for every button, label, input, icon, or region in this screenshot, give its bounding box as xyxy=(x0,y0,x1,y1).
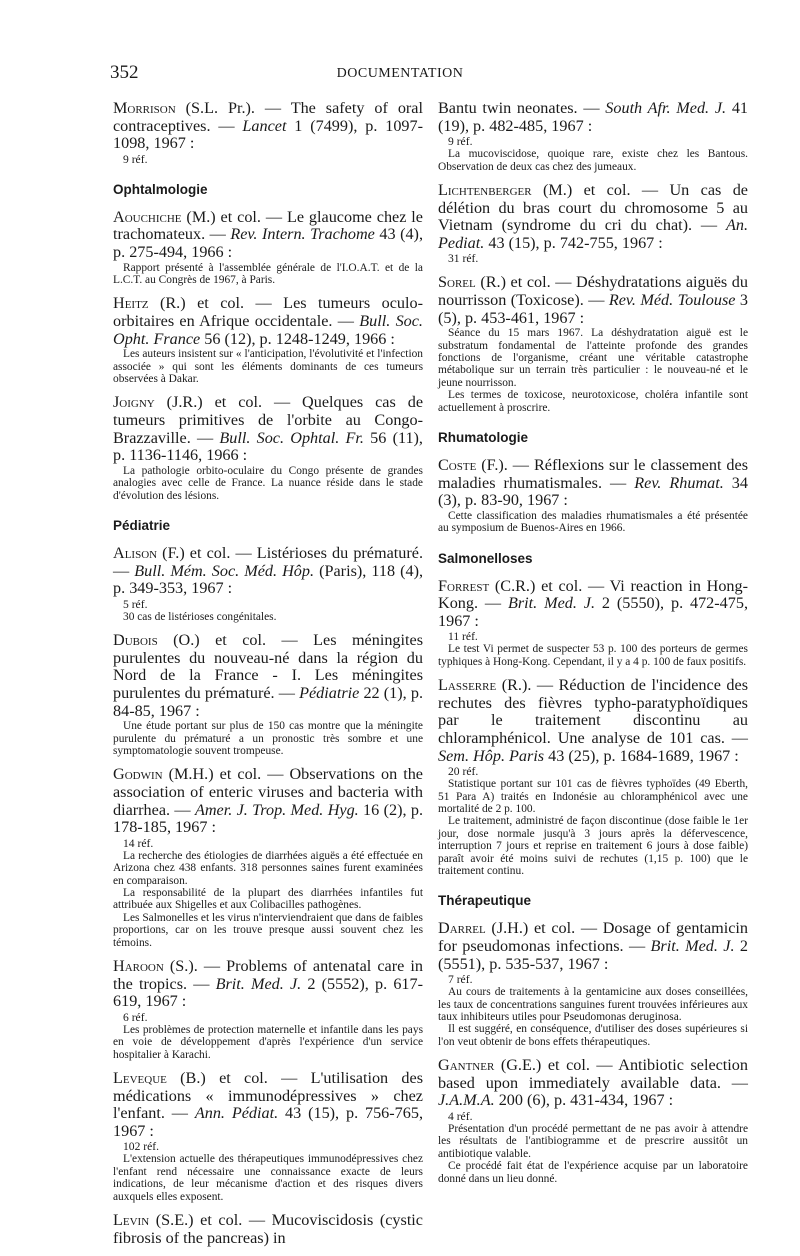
entry-references-count: 9 réf. xyxy=(123,152,148,166)
entry-title: (F.). — Réflexions sur le classement des maladies rhumatismales. — xyxy=(438,456,748,492)
entry-author: Joigny xyxy=(113,393,155,412)
entry-title: (F.) et col. — Listérioses du prématuré. — xyxy=(113,543,423,580)
entry-volume-pages: 2 (5551), p. 535-537, 1967 : xyxy=(438,937,748,973)
entry-citation xyxy=(438,100,748,135)
entry-title: (J.R.) et col. — Quelques cas de tumeurs primitives de l'orbite au Congo-Brazzaville. — xyxy=(113,393,423,447)
entry-references-count: 20 réf. xyxy=(448,765,479,779)
entry-abstract: Le test Vi permet de suspecter 53 p. 100 des porteurs de germes typhiques à Hong-Kong. Cependant, il y a 4 p. 100 de faux positifs. xyxy=(438,643,748,668)
entry-volume-pages: 2 (5552), p. 617-619, 1967 : xyxy=(113,974,423,1011)
entry-references-count: 102 réf. xyxy=(123,1140,160,1154)
entry-title: (R.) et col. — Les tumeurs oculo-orbitaires en Afrique occidentale. — xyxy=(113,294,423,330)
entry-volume-pages: 22 (1), p. 84-85, 1967 : xyxy=(113,683,424,720)
bibliography-entry xyxy=(113,766,423,949)
bibliography-entry xyxy=(438,677,748,877)
entry-abstract: La responsabilité de la plupart des diarrhées infantiles fut attribuée aux Shigelles et aux Colibacilles pathogènes. xyxy=(113,886,423,912)
entry-abstract: Cette classification des maladies rhumatismales a été présentée au symposium de Buenos-Aires en 1966. xyxy=(438,509,748,535)
entry-title: (S.L. Pr.). — The safety of oral contraceptives. — xyxy=(113,99,423,135)
bibliography-entry xyxy=(438,920,748,1048)
entry-abstract: Les Salmonelles et les virus n'interviendraient que dans de faibles proportions, car on les trouve presque aussi souvent chez les témoins. xyxy=(113,911,423,949)
bibliography-entry xyxy=(438,100,748,173)
entry-abstract: La mucoviscidose, quoique rare, existe chez les Bantous. Observation de deux cas chez des jumeaux. xyxy=(438,148,748,173)
page-number: 352 xyxy=(110,62,139,83)
entry-journal: Lancet xyxy=(242,116,287,135)
entry-volume-pages: (Paris), 118 (4), p. 349-353, 1967 : xyxy=(113,561,424,598)
entry-journal: An. Pediat. xyxy=(438,216,748,252)
bibliography-entry xyxy=(113,545,423,623)
bibliography-entry xyxy=(113,209,423,287)
entry-abstract: La pathologie orbito-oculaire du Congo présente de grandes analogies avec celle de France. La nuance réside dans le stade d'évolution des lésions. xyxy=(113,464,423,502)
entry-author: Heitz xyxy=(113,294,149,313)
entry-citation xyxy=(113,1212,423,1247)
entry-citation xyxy=(113,1070,423,1140)
entry-abstract: Au cours de traitements à la gentamicine aux doses conseillées, les taux de concentrations sanguines furent trouvées inférieures aux taux inhibiteurs utiles pour Pseudomonas deruginosa. xyxy=(438,986,748,1023)
entry-references-count: 31 réf. xyxy=(448,252,479,266)
entry-citation xyxy=(438,677,748,765)
entry-author: Haroon xyxy=(113,956,164,975)
entry-journal: Rev. Rhumat. xyxy=(634,473,724,492)
entry-journal: Brit. Med. J. xyxy=(215,974,302,993)
entry-title: (O.) et col. — Les méningites purulentes du nouveau-né dans la région du Nord de la France - I. Les méningites purulentes du prématuré. — xyxy=(113,631,423,702)
entry-journal: Ann. Pédiat. xyxy=(194,1104,279,1123)
section-heading: Thérapeutique xyxy=(438,893,532,909)
entry-author: Coste xyxy=(438,456,477,474)
entry-volume-pages: 56 (12), p. 1248-1249, 1966 : xyxy=(200,329,395,348)
bibliography-entry xyxy=(113,295,423,385)
entry-journal: Brit. Med. J. xyxy=(650,937,735,955)
entry-citation xyxy=(438,920,748,973)
entry-citation xyxy=(438,274,748,327)
bibliography-entry xyxy=(438,182,748,265)
entry-title: (J.H.) et col. — Dosage of gentamicin for pseudomonas infections. — xyxy=(438,919,748,955)
entry-title: (S.). — Problems of antenatal care in the tropics. — xyxy=(113,956,423,993)
entry-abstract: L'extension actuelle des thérapeutiques immunodépressives chez l'enfant rend nécessaire une connaissance exacte de leurs indications, de leur mécanisme d'action et des risques divers auxquels elles exposent. xyxy=(113,1153,423,1203)
entry-abstract: Ce procédé fait état de l'expérience acquise par un laboratoire donné dans un lieu donné. xyxy=(438,1160,748,1185)
bibliography-entry xyxy=(113,1212,423,1247)
entry-volume-pages: 43 (4), p. 275-494, 1966 : xyxy=(113,225,423,261)
entry-author: Levin xyxy=(113,1210,150,1229)
entry-abstract: Il est suggéré, en conséquence, d'utiliser des doses supérieures si l'on veut obtenir de bons effets thérapeutiques. xyxy=(438,1023,748,1048)
entry-abstract: 30 cas de listérioses congénitales. xyxy=(123,610,277,623)
entry-volume-pages: 56 (11), p. 1136-1146, 1966 : xyxy=(113,428,423,465)
entry-volume-pages: 16 (2), p. 178-185, 1967 : xyxy=(113,800,423,837)
entry-author: Leveque xyxy=(113,1068,167,1087)
entry-journal: Rev. Méd. Toulouse xyxy=(608,290,736,309)
entry-journal: Pédiatrie xyxy=(299,683,360,702)
entry-volume-pages: 1 (7499), p. 1097-1098, 1967 : xyxy=(113,116,423,153)
entry-citation xyxy=(438,457,748,510)
entry-abstract: Le traitement, administré de façon discontinue (dose faible le 1er jour, dose normale jusqu'à 3 jours après la défervescence, interruption 7 jours et reprise en traitement 6 jours à dose faible) paraît avoir été moins suivi de rechutes (1,15 p. 100) que le traitement continu. xyxy=(438,815,748,877)
entry-citation xyxy=(113,209,423,262)
entry-citation xyxy=(438,182,748,252)
entry-citation xyxy=(113,394,423,464)
entry-author: Darrel xyxy=(438,919,486,938)
entry-references-count: 4 réf. xyxy=(448,1110,473,1123)
entry-abstract: Les auteurs insistent sur « l'anticipation, l'évolutivité et l'infection associée » qui sont les éléments dominants de ces tumeurs observées à Dakar. xyxy=(113,348,423,385)
entry-abstract: Une étude portant sur plus de 150 cas montre que la méningite purulente du prématuré a un pronostic très sombre et une symptomatologie souvent trompeuse. xyxy=(113,720,423,757)
bibliography-entry xyxy=(438,457,748,535)
entry-journal: J.A.M.A. xyxy=(438,1091,495,1110)
entry-abstract: La recherche des étiologies de diarrhées aiguës a été effectuée en Arizona chez 438 enfants. 318 personnes saines furent examinées en comparaison. xyxy=(113,849,423,887)
entry-author: Godwin xyxy=(113,765,163,784)
entry-citation xyxy=(438,578,748,631)
entry-journal: Bull. Mém. Soc. Méd. Hôp. xyxy=(134,561,315,580)
entry-author: Aouchiche xyxy=(113,207,182,226)
entry-volume-pages: 41 (19), p. 482-485, 1967 : xyxy=(438,99,749,135)
entry-abstract: Les termes de toxicose, neurotoxicose, choléra infantile sont actuellement à proscrire. xyxy=(438,389,748,414)
entry-abstract: Statistique portant sur 101 cas de fièvres typhoïdes (49 Eberth, 51 Para A) traités en Indonésie au chloramphénicol avec une mortalité de 2 p. 100. xyxy=(438,778,748,815)
entry-author: Morrison xyxy=(113,99,176,117)
section-heading: Salmonelloses xyxy=(438,550,533,566)
entry-abstract: Rapport présenté à l'assemblée générale de l'I.O.A.T. et de la L.C.T. au Congrès de 1967, à Paris. xyxy=(113,261,423,286)
entry-author: Gantner xyxy=(438,1056,495,1075)
bibliography-entry xyxy=(113,632,423,757)
entry-journal: Brit. Med. J. xyxy=(507,594,596,613)
entry-references-count: 14 réf. xyxy=(123,836,154,850)
entry-author: Dubois xyxy=(113,631,158,650)
entry-references-count: 7 réf. xyxy=(448,973,473,987)
right-column xyxy=(438,100,748,1194)
entry-title: (M.) et col. — Un cas de délétion du bras court du chromosome 5 au Vietnam (syndrome du cri du chat). — xyxy=(438,181,748,235)
entry-citation xyxy=(113,766,423,836)
entry-volume-pages: 43 (25), p. 1684-1689, 1967 : xyxy=(544,746,739,765)
bibliography-entry xyxy=(113,100,423,166)
entry-title: (M.) et col. — Le glaucome chez le trachomateux. — xyxy=(113,207,423,244)
bibliography-entry xyxy=(438,1057,748,1185)
bibliography-entry xyxy=(113,958,423,1061)
bibliography-entry xyxy=(113,394,423,502)
entry-abstract: Séance du 15 mars 1967. La déshydratation aiguë est le substratum fondamental de l'atteinte profonde des grandes fonctions de l'organisme, créant une véritable catastrophe métabolique sur un terrain très particulier : le nouveau-né et le jeune nourrisson. xyxy=(438,327,748,389)
entry-title: (R.). — Réduction de l'incidence des rechutes des fièvres typho-paratyphoïdiques par le traitement discontinu au chloramphénicol. Une analyse de 101 cas. — xyxy=(438,676,748,747)
bibliography-entry xyxy=(113,1070,423,1203)
section-heading: Pédiatrie xyxy=(113,517,171,533)
entry-title: (R.) et col. — Déshydratations aiguës du nourrisson (Toxicose). — xyxy=(438,273,748,309)
entry-citation xyxy=(113,295,423,348)
running-title: DOCUMENTATION xyxy=(336,66,464,81)
entry-author: Forrest xyxy=(438,576,490,595)
entry-citation xyxy=(438,1057,748,1110)
entry-journal: Bull. Soc. Ophtal. Fr. xyxy=(219,428,364,447)
entry-abstract: Les problèmes de protection maternelle et infantile dans les pays en voie de développement d'après l'expérience d'un service hospitalier à Karachi. xyxy=(113,1023,423,1061)
entry-journal: Amer. J. Trop. Med. Hyg. xyxy=(194,800,359,819)
entry-title: (G.E.) et col. — Antibiotic selection based upon immediately available data. — xyxy=(438,1056,748,1092)
entry-citation xyxy=(113,545,423,598)
entry-author: Lasserre xyxy=(438,676,497,695)
entry-references-count: 6 réf. xyxy=(123,1010,148,1024)
entry-journal: Sem. Hôp. Paris xyxy=(438,746,545,765)
entry-author: Sorel xyxy=(438,273,476,292)
entry-volume-pages: 43 (15), p. 742-755, 1967 : xyxy=(484,233,663,252)
entry-citation xyxy=(113,632,423,720)
entry-title: (C.R.) et col. — Vi reaction in Hong-Kong. — xyxy=(438,576,748,613)
bibliography-entry xyxy=(438,274,748,414)
entry-journal: South Afr. Med. J. xyxy=(605,99,727,117)
entry-abstract: Présentation d'un procédé permettant de ne pas avoir à attendre les résultats de l'antibiogramme et de prescrire aussitôt un antibiotique valable. xyxy=(438,1123,748,1160)
entry-volume-pages: 200 (6), p. 431-434, 1967 : xyxy=(494,1091,674,1110)
section-heading: Ophtalmologie xyxy=(113,181,208,197)
entry-volume-pages: 2 (5550), p. 472-475, 1967 : xyxy=(438,594,748,630)
entry-title: Bantu twin neonates. — xyxy=(438,99,606,117)
entry-title: (B.) et col. — L'utilisation des médications « immunodépressives » chez l'enfant. — xyxy=(113,1068,423,1123)
entry-volume-pages: 43 (15), p. 756-765, 1967 : xyxy=(113,1104,423,1140)
entry-title: (M.H.) et col. — Observations on the association of enteric viruses and bacteria with diarrhea. — xyxy=(113,765,423,819)
entry-volume-pages: 3 (5), p. 453-461, 1967 : xyxy=(438,290,748,327)
entry-references-count: 9 réf. xyxy=(448,135,473,149)
entry-citation xyxy=(113,958,423,1011)
entry-volume-pages: 34 (3), p. 83-90, 1967 : xyxy=(438,473,748,510)
bibliography-entry xyxy=(438,578,748,669)
entry-references-count: 11 réf. xyxy=(448,630,478,644)
left-column xyxy=(113,100,423,1256)
entry-citation xyxy=(113,100,423,153)
entry-author: Lichtenberger xyxy=(438,181,532,199)
entry-title: (S.E.) et col. — Mucoviscidosis (cystic fibrosis of the pancreas) in xyxy=(113,1210,423,1247)
entry-journal: Bull. Soc. Opht. France xyxy=(113,311,423,348)
entry-author: Alison xyxy=(113,543,158,562)
entry-journal: Rev. Intern. Trachome xyxy=(230,225,375,244)
entry-references-count: 5 réf. xyxy=(123,597,148,611)
section-heading: Rhumatologie xyxy=(438,430,528,445)
